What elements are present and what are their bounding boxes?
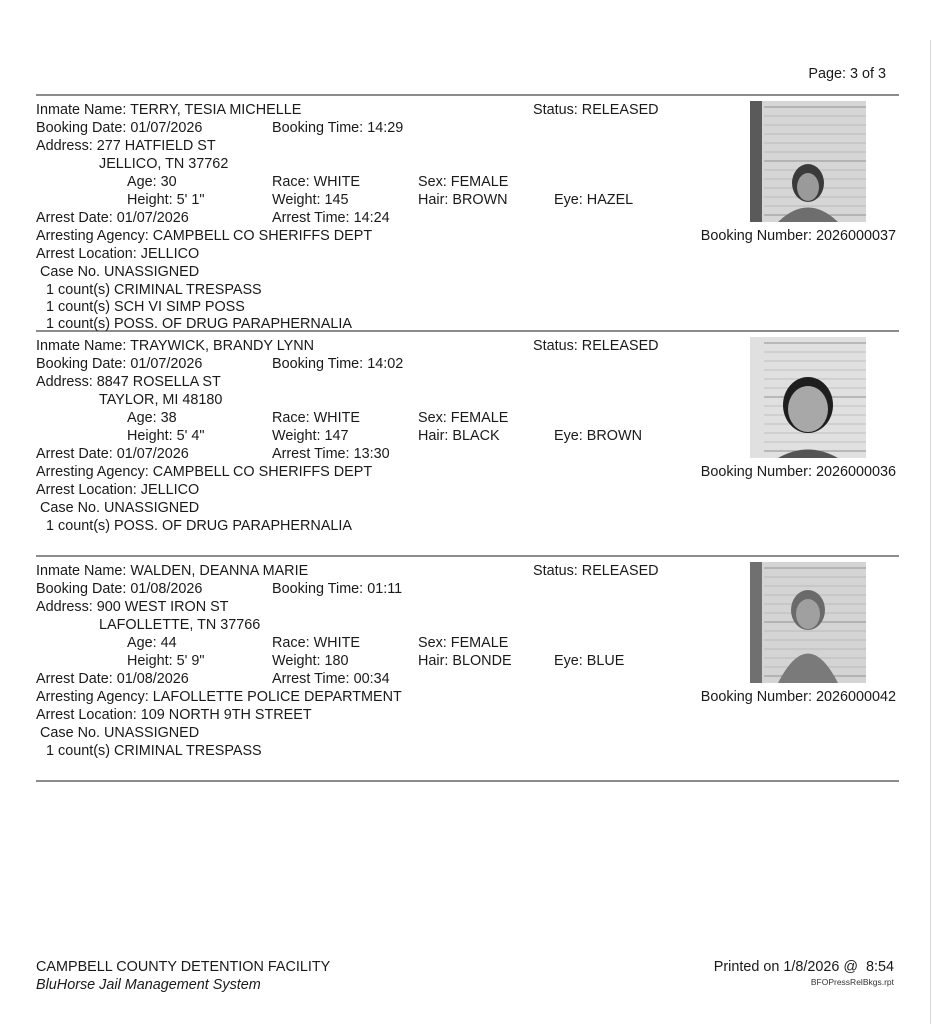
wall-post xyxy=(750,101,762,222)
inmate-name-value: WALDEN, DEANNA MARIE xyxy=(130,563,309,579)
subject-face xyxy=(788,386,828,432)
page-number: Page: 3 of 3 xyxy=(808,66,886,82)
booking-date-label: Booking Date: xyxy=(36,356,127,372)
booking-date-value: 01/08/2026 xyxy=(130,581,203,597)
booking-date-value: 01/07/2026 xyxy=(130,120,203,136)
height-label: Height: xyxy=(127,653,173,669)
inmate-name-label: Inmate Name: xyxy=(36,338,127,354)
weight xyxy=(272,427,349,445)
height-label: Height: xyxy=(127,428,173,444)
hair-label: Hair: xyxy=(418,192,449,208)
hair-value: BLONDE xyxy=(452,653,512,669)
arrest-time xyxy=(272,209,390,227)
height-value: 5' 4" xyxy=(176,428,205,444)
booking-date-label: Booking Date: xyxy=(36,120,127,136)
hair-label: Hair: xyxy=(418,428,449,444)
booking-time-value: 14:29 xyxy=(367,120,404,136)
inmate-record xyxy=(0,556,934,781)
arrest-time-value: 13:30 xyxy=(353,446,390,462)
arrest-location-value: JELLICO xyxy=(140,482,200,498)
booking-time xyxy=(272,119,403,137)
status-label: Status: xyxy=(533,563,578,579)
case-number-label: Case No. xyxy=(40,725,100,741)
sex-label: Sex: xyxy=(418,635,447,651)
age-label: Age: xyxy=(127,635,157,651)
arrest-location-label: Arrest Location: xyxy=(36,246,137,262)
case-number-value: UNASSIGNED xyxy=(104,264,200,280)
sex-value: FEMALE xyxy=(450,410,509,426)
arresting-agency xyxy=(36,227,372,245)
status-value: RELEASED xyxy=(581,102,659,118)
height xyxy=(127,191,204,209)
weight-label: Weight: xyxy=(272,653,321,669)
sex xyxy=(418,173,508,191)
arrest-location xyxy=(36,706,312,724)
address-value: 900 WEST IRON ST xyxy=(96,599,229,615)
address-city-line: LAFOLLETTE, TN 37766 xyxy=(99,617,261,633)
hair xyxy=(418,652,512,670)
height-value: 5' 1" xyxy=(176,192,205,208)
eye xyxy=(554,191,633,209)
sex xyxy=(418,634,508,652)
system-name: BluHorse Jail Management System xyxy=(36,977,261,993)
arrest-location-value: 109 NORTH 9TH STREET xyxy=(140,707,312,723)
mugshot-photo xyxy=(750,337,866,458)
address xyxy=(36,598,228,616)
wall-post xyxy=(750,562,762,683)
inmate-name-value: TRAYWICK, BRANDY LYNN xyxy=(130,338,315,354)
inmate-name xyxy=(36,101,301,119)
weight-value: 145 xyxy=(324,192,349,208)
arrest-time-value: 14:24 xyxy=(353,210,390,226)
booking-number-label: Booking Number: xyxy=(700,228,812,244)
address-label: Address: xyxy=(36,138,93,154)
booking-time-label: Booking Time: xyxy=(272,356,364,372)
weight-label: Weight: xyxy=(272,192,321,208)
arrest-location-value: JELLICO xyxy=(140,246,200,262)
mugshot-photo xyxy=(750,562,866,683)
footer-print-block xyxy=(714,958,894,988)
inmate-record xyxy=(0,95,934,332)
address-value: 8847 ROSELLA ST xyxy=(96,374,221,390)
status xyxy=(533,101,659,119)
status-value: RELEASED xyxy=(581,563,659,579)
age-value: 30 xyxy=(160,174,177,190)
booking-number-value: 2026000042 xyxy=(815,689,896,705)
case-number-value: UNASSIGNED xyxy=(104,725,200,741)
case-number-label: Case No. xyxy=(40,500,100,516)
booking-number xyxy=(701,227,896,245)
age xyxy=(127,409,177,427)
race xyxy=(272,173,360,191)
inmate-name xyxy=(36,562,308,580)
inmate-name xyxy=(36,337,314,355)
arrest-time-label: Arrest Time: xyxy=(272,210,350,226)
booking-number-value: 2026000036 xyxy=(815,464,896,480)
race xyxy=(272,409,360,427)
arrest-location xyxy=(36,481,199,499)
eye-value: HAZEL xyxy=(586,192,634,208)
charge-item: 1 count(s) CRIMINAL TRESPASS xyxy=(46,743,262,759)
sex xyxy=(418,409,508,427)
eye xyxy=(554,427,642,445)
mugshot-photo xyxy=(750,101,866,222)
booking-date-label: Booking Date: xyxy=(36,581,127,597)
weight-value: 147 xyxy=(324,428,349,444)
status xyxy=(533,562,659,580)
arrest-date-value: 01/07/2026 xyxy=(116,210,189,226)
arresting-agency-label: Arresting Agency: xyxy=(36,689,149,705)
age-value: 38 xyxy=(160,410,177,426)
arrest-time xyxy=(272,445,390,463)
eye-label: Eye: xyxy=(554,653,583,669)
sex-value: FEMALE xyxy=(450,174,509,190)
eye-label: Eye: xyxy=(554,428,583,444)
arrest-location-label: Arrest Location: xyxy=(36,482,137,498)
arrest-date-value: 01/07/2026 xyxy=(116,446,189,462)
case-number xyxy=(40,263,199,281)
age-value: 44 xyxy=(160,635,177,651)
address xyxy=(36,137,216,155)
arrest-date xyxy=(36,209,189,227)
arresting-agency xyxy=(36,463,372,481)
weight xyxy=(272,191,349,209)
subject-face xyxy=(797,173,819,201)
status-label: Status: xyxy=(533,338,578,354)
address-city-line: JELLICO, TN 37762 xyxy=(99,156,229,172)
eye xyxy=(554,652,624,670)
age xyxy=(127,634,177,652)
arrest-date-label: Arrest Date: xyxy=(36,671,113,687)
booking-number-label: Booking Number: xyxy=(700,689,812,705)
race-label: Race: xyxy=(272,635,310,651)
arresting-agency xyxy=(36,688,402,706)
eye-label: Eye: xyxy=(554,192,583,208)
arrest-date-label: Arrest Date: xyxy=(36,210,113,226)
booking-time xyxy=(272,580,402,598)
status-label: Status: xyxy=(533,102,578,118)
booking-number xyxy=(701,688,896,706)
height-value: 5' 9" xyxy=(176,653,205,669)
arrest-time-value: 00:34 xyxy=(353,671,390,687)
subject-face xyxy=(796,599,820,629)
race-value: WHITE xyxy=(313,410,360,426)
weight xyxy=(272,652,349,670)
charge-item: 1 count(s) POSS. OF DRUG PARAPHERNALIA xyxy=(46,316,353,332)
booking-date xyxy=(36,119,202,137)
facility-name: CAMPBELL COUNTY DETENTION FACILITY xyxy=(36,959,331,975)
race-label: Race: xyxy=(272,174,310,190)
inmate-record xyxy=(0,331,934,556)
hair xyxy=(418,191,508,209)
booking-number-label: Booking Number: xyxy=(700,464,812,480)
weight-value: 180 xyxy=(324,653,349,669)
status-value: RELEASED xyxy=(581,338,659,354)
eye-value: BROWN xyxy=(586,428,642,444)
hair-value: BROWN xyxy=(452,192,508,208)
address-label: Address: xyxy=(36,599,93,615)
booking-time-label: Booking Time: xyxy=(272,120,364,136)
arrest-time-label: Arrest Time: xyxy=(272,446,350,462)
height xyxy=(127,652,204,670)
arresting-agency-label: Arresting Agency: xyxy=(36,228,149,244)
booking-date xyxy=(36,355,202,373)
address-city-line: TAYLOR, MI 48180 xyxy=(99,392,223,408)
case-number-value: UNASSIGNED xyxy=(104,500,200,516)
printed-timestamp: Printed on 1/8/2026 @ 8:54 xyxy=(713,959,894,975)
status xyxy=(533,337,659,355)
height xyxy=(127,427,204,445)
race-value: WHITE xyxy=(313,635,360,651)
inmate-name-label: Inmate Name: xyxy=(36,563,127,579)
inmate-name-label: Inmate Name: xyxy=(36,102,127,118)
booking-date-value: 01/07/2026 xyxy=(130,356,203,372)
sex-label: Sex: xyxy=(418,174,447,190)
case-number xyxy=(40,724,199,742)
address-value: 277 HATFIELD ST xyxy=(96,138,216,154)
weight-label: Weight: xyxy=(272,428,321,444)
footer-facility-block xyxy=(36,958,330,994)
arrest-date-label: Arrest Date: xyxy=(36,446,113,462)
arresting-agency-value: LAFOLLETTE POLICE DEPARTMENT xyxy=(152,689,402,705)
address xyxy=(36,373,221,391)
arrest-location-label: Arrest Location: xyxy=(36,707,137,723)
hair xyxy=(418,427,500,445)
booking-number-value: 2026000037 xyxy=(815,228,896,244)
booking-time-label: Booking Time: xyxy=(272,581,364,597)
case-number-label: Case No. xyxy=(40,264,100,280)
arrest-date-value: 01/08/2026 xyxy=(116,671,189,687)
arrest-time xyxy=(272,670,390,688)
booking-number xyxy=(701,463,896,481)
hair-value: BLACK xyxy=(452,428,500,444)
arrest-date xyxy=(36,445,189,463)
case-number xyxy=(40,499,199,517)
booking-time-value: 01:11 xyxy=(367,581,403,597)
report-filename: BFOPressRelBkgs.rpt xyxy=(810,977,894,987)
sex-value: FEMALE xyxy=(450,635,509,651)
height-label: Height: xyxy=(127,192,173,208)
age-label: Age: xyxy=(127,174,157,190)
hair-label: Hair: xyxy=(418,653,449,669)
age-label: Age: xyxy=(127,410,157,426)
race-value: WHITE xyxy=(313,174,360,190)
arresting-agency-value: CAMPBELL CO SHERIFFS DEPT xyxy=(152,464,373,480)
eye-value: BLUE xyxy=(586,653,625,669)
inmate-name-value: TERRY, TESIA MICHELLE xyxy=(130,102,302,118)
race xyxy=(272,634,360,652)
address-label: Address: xyxy=(36,374,93,390)
booking-time xyxy=(272,355,403,373)
arrest-date xyxy=(36,670,189,688)
booking-time-value: 14:02 xyxy=(367,356,404,372)
arrest-location xyxy=(36,245,199,263)
sex-label: Sex: xyxy=(418,410,447,426)
charge-item: 1 count(s) SCH VI SIMP POSS xyxy=(46,299,245,315)
race-label: Race: xyxy=(272,410,310,426)
booking-date xyxy=(36,580,202,598)
arresting-agency-label: Arresting Agency: xyxy=(36,464,149,480)
charge-item: 1 count(s) CRIMINAL TRESPASS xyxy=(46,282,262,298)
arresting-agency-value: CAMPBELL CO SHERIFFS DEPT xyxy=(152,228,373,244)
age xyxy=(127,173,177,191)
charge-item: 1 count(s) POSS. OF DRUG PARAPHERNALIA xyxy=(46,518,353,534)
arrest-time-label: Arrest Time: xyxy=(272,671,350,687)
